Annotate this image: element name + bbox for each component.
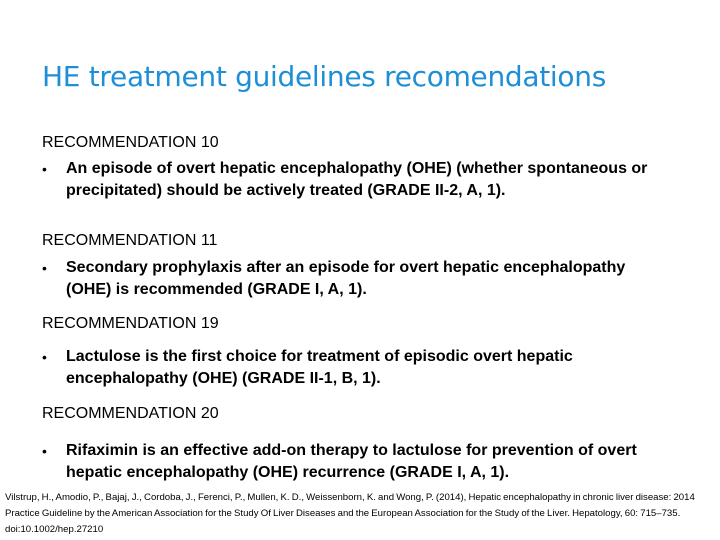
recommendation-10-text: An episode of overt hepatic encephalopathy (OHE) (whether spontaneous or precipitated) should be actively treated (GRADE II-2, A, 1). xyxy=(66,160,648,199)
bullet-icon: • xyxy=(42,260,47,276)
bullet-icon: • xyxy=(42,349,47,365)
recommendation-10-heading: RECOMMENDATION 10 xyxy=(42,134,219,151)
citation-reference: Vilstrup, H., Amodio, P., Bajaj, J., Cordoba, J., Ferenci, P., Mullen, K. D., Weissenborn, K. and Wong, P. (2014), Hepatic encephalopathy in chronic liver disease: 2014 Practice Guideline by the American Association for the Study Of Liver Diseases and the European Association for the Study of the Liver. Hepatology, 60: 715–735. doi:10.1002/hep.27210 xyxy=(5,492,695,535)
bullet-icon: • xyxy=(42,443,47,459)
recommendation-19-heading: RECOMMENDATION 19 xyxy=(42,315,219,332)
recommendation-11-text: Secondary prophylaxis after an episode for overt hepatic encephalopathy (OHE) is recommended (GRADE I, A, 1). xyxy=(66,259,626,298)
bullet-icon: • xyxy=(42,161,47,177)
recommendation-20-heading: RECOMMENDATION 20 xyxy=(42,405,219,422)
recommendation-20-text: Rifaximin is an effective add-on therapy to lactulose for prevention of overt hepatic encephalopathy (OHE) recurrence (GRADE I, A, 1). xyxy=(66,442,637,481)
recommendation-11-heading: RECOMMENDATION 11 xyxy=(42,232,218,249)
recommendation-19-text: Lactulose is the first choice for treatment of episodic overt hepatic encephalopathy (OHE) (GRADE II-1, B, 1). xyxy=(66,348,573,387)
slide-title: HE treatment guidelines recomendations xyxy=(42,60,606,93)
